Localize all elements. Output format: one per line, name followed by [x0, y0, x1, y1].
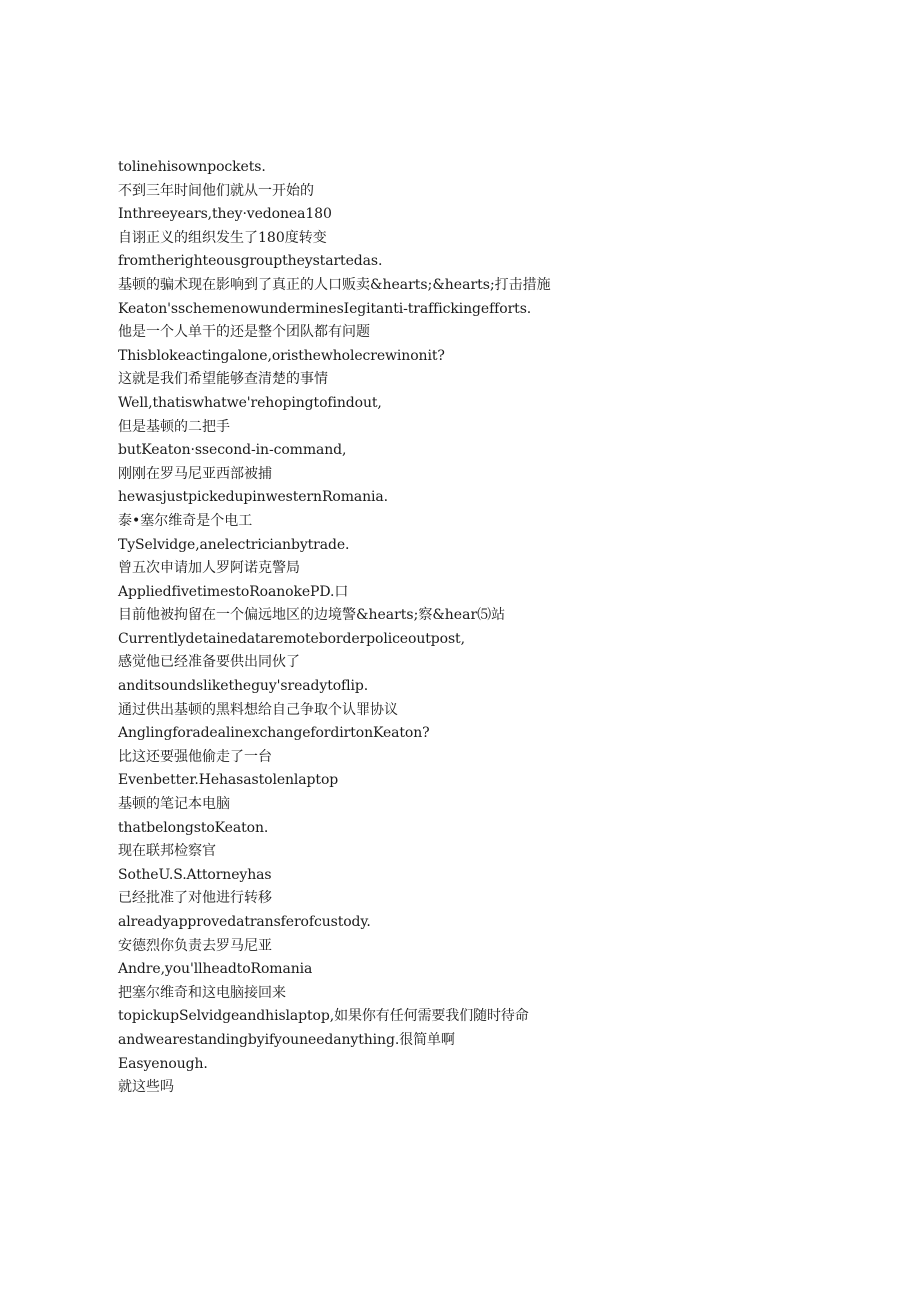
text-line: SotheU.S.Attorneyhas	[118, 866, 272, 883]
text-line: hewasjustpickedupinwesternRomania.	[118, 489, 389, 506]
text-line: 刚刚在罗马尼亚西部被捕	[118, 465, 272, 482]
text-line: butKeaton·ssecond-in-command,	[118, 442, 347, 459]
text-line: 不到三年时间他们就从一开始的	[118, 182, 314, 199]
document-page	[118, 156, 878, 1100]
text-line: 基顿的骗术现在影响到了真正的人口贩卖&hearts;&hearts;打击措施	[118, 276, 551, 293]
text-line: Evenbetter.Hehasastolenlaptop	[118, 772, 339, 789]
text-line: alreadyapprovedatransferofcustody.	[118, 914, 371, 930]
text-line: 感觉他已经准备要供出同伙了	[118, 654, 300, 671]
text-line: andwearestandingbyifyouneedanything.很简单啊	[118, 1031, 455, 1048]
text-line: 曾五次申请加人罗阿诺克警局	[118, 560, 300, 577]
text-line: Inthreeyears,they·vedonea180	[118, 206, 332, 223]
text-line: Keaton'sschemenowunderminesIegitanti-traffickingefforts.	[118, 300, 532, 317]
text-line: 比这还要强他偷走了一台	[118, 748, 272, 765]
text-line: 但是基顿的二把手	[118, 418, 230, 435]
text-line: 泰•塞尔维奇是个电工	[118, 512, 253, 529]
text-line: AppliedfivetimestoRoanokePD.口	[118, 583, 349, 600]
text-line: 通过供出基顿的黑料想给自己争取个认罪协议	[118, 701, 398, 718]
text-line: AnglingforadealinexchangefordirtonKeaton?	[118, 725, 430, 742]
text-line: Well,thatiswhatwe'rehopingtofindout,	[118, 394, 382, 411]
text-line: tolinehisownpockets.	[118, 159, 266, 175]
text-line: 目前他被拘留在一个偏远地区的边境警&hearts;察&hear⑸站	[118, 607, 506, 624]
text-line: anditsoundsliketheguy'sreadytoflip.	[118, 678, 369, 695]
text-line: 他是一个人单干的还是整个团队都有问题	[118, 324, 370, 341]
text-line: fromtherighteousgrouptheystartedas.	[118, 253, 383, 270]
text-line: 这就是我们希望能够查清楚的事情	[118, 371, 328, 388]
text-line: 现在联邦检察官	[118, 843, 216, 860]
text-line: Andre,you'llheadtoRomania	[118, 961, 313, 978]
text-line: 就这些吗	[118, 1079, 174, 1096]
text-line: TySelvidge,anelectricianbytrade.	[118, 536, 350, 553]
text-line: 把塞尔维奇和这电脑接回来	[118, 984, 286, 1001]
text-line: Easyenough.	[118, 1055, 208, 1072]
text-line: 已经批准了对他进行转移	[118, 890, 272, 907]
text-line: 安德烈你负责去罗马尼亚	[118, 937, 272, 954]
text-line: 自诩正义的组织发生了180度转变	[118, 229, 327, 246]
text-line: Thisblokeactingalone,oristhewholecrewinonit?	[118, 347, 445, 364]
text-line: thatbelongstoKeaton.	[118, 819, 269, 836]
text-line: Currentlydetainedataremoteborderpoliceoutpost,	[118, 630, 465, 647]
text-line: topickupSelvidgeandhislaptop,如果你有任何需要我们随时待命	[118, 1008, 529, 1025]
text-line: 基顿的笔记本电脑	[118, 796, 230, 813]
